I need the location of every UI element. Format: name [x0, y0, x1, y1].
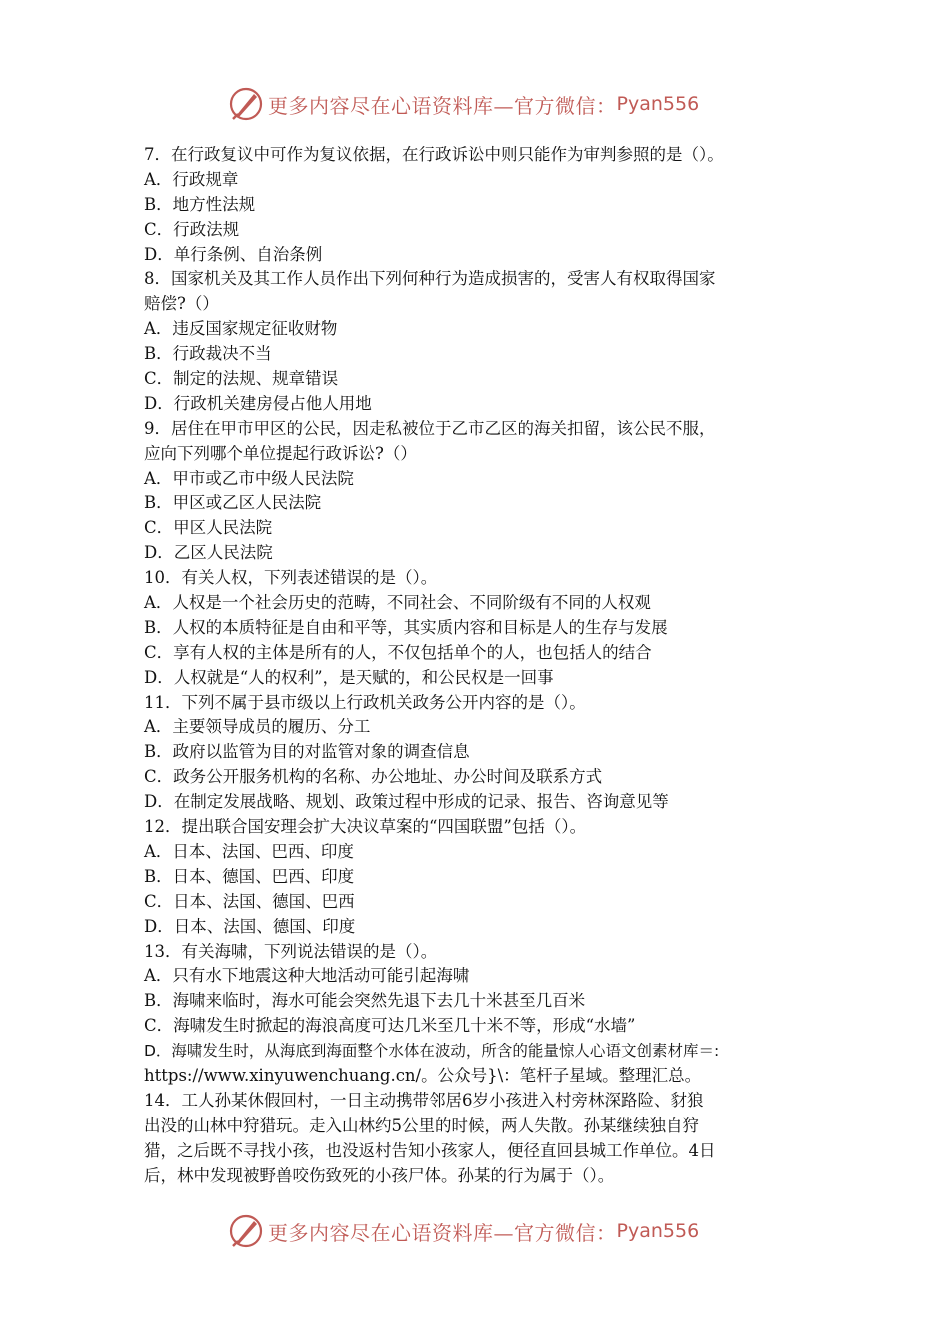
- text-line: https://www.xinyuwenchuang.cn/。公众号}\：笔杆子星域。整理汇总。: [144, 1065, 702, 1085]
- text-line: C．行政法规: [144, 219, 240, 239]
- text-line: B．行政裁决不当: [144, 344, 272, 364]
- text-line: B．人权的本质特征是自由和平等，其实质内容和目标是人的生存与发展: [144, 617, 668, 637]
- text-line: 7．在行政复议中可作为复议依据，在行政诉讼中则只能作为审判参照的是（）。: [144, 145, 724, 164]
- text-line: 出没的山林中狩猎玩。走入山林约5公里的时候，两人失散。孙某继续独自狩: [144, 1115, 699, 1135]
- banner-wechat-id: Pyan556: [616, 93, 700, 115]
- quill-pen-logo-icon: [228, 86, 264, 122]
- text-line: B．甲区或乙区人民法院: [144, 493, 322, 513]
- text-line: 12．提出联合国安理会扩大决议草案的“四国联盟”包括（）。: [144, 817, 587, 837]
- text-line: A．主要领导成员的履历、分工: [144, 717, 371, 737]
- banner-wechat-id: Pyan556: [616, 1220, 700, 1242]
- banner-text: 更多内容尽在心语资料库—官方微信：: [268, 1220, 617, 1245]
- text-line: D．行政机关建房侵占他人用地: [144, 393, 372, 413]
- text-line: 8．国家机关及其工作人员作出下列何种行为造成损害的，受害人有权取得国家: [144, 269, 716, 289]
- text-line: A．行政规章: [144, 169, 239, 189]
- text-line: C．享有人权的主体是所有的人，不仅包括单个的人，也包括人的结合: [144, 642, 652, 662]
- text-line: C．甲区人民法院: [144, 518, 273, 538]
- text-line: 10．有关人权，下列表述错误的是（）。: [144, 568, 438, 588]
- text-line: 9．居住在甲市甲区的公民，因走私被位于乙市乙区的海关扣留，该公民不服，: [144, 418, 716, 438]
- text-line: D．人权就是“人的权利”，是天赋的，和公民权是一回事: [144, 667, 554, 687]
- text-line: 13．有关海啸，下列说法错误的是（）。: [144, 941, 438, 961]
- text-line: A．日本、法国、巴西、印度: [144, 841, 354, 861]
- text-line: B．政府以监管为目的对监管对象的调查信息: [144, 742, 470, 762]
- question-content: [144, 143, 810, 1188]
- text-line: C．政务公开服务机构的名称、办公地址、办公时间及联系方式: [144, 767, 603, 787]
- text-line: A．甲市或乙市中级人民法院: [144, 468, 354, 488]
- quill-pen-logo-icon: [228, 1213, 264, 1249]
- text-line: C．海啸发生时掀起的海浪高度可达几米至几十米不等，形成“水墙”: [144, 1016, 636, 1036]
- text-line: B．日本、德国、巴西、印度: [144, 866, 355, 886]
- text-line: 猎，之后既不寻找小孩，也没返村告知小孩家人，便径直回县城工作单位。4日: [144, 1140, 716, 1160]
- banner-text: 更多内容尽在心语资料库—官方微信：: [268, 93, 617, 118]
- text-line: A．只有水下地震这种大地活动可能引起海啸: [144, 966, 470, 986]
- text-line: B．海啸来临时，海水可能会突然先退下去几十米甚至几百米: [144, 991, 586, 1011]
- text-line: D．乙区人民法院: [144, 543, 273, 563]
- text-line: A．违反国家规定征收财物: [144, 319, 338, 339]
- text-line: D．海啸发生时，从海底到海面整个水体在波动，所含的能量惊人心语文创素材库＝:: [144, 1042, 720, 1061]
- text-line: D．单行条例、自治条例: [144, 244, 323, 264]
- text-line: 赔偿?（）: [144, 294, 219, 314]
- text-line: 后，林中发现被野兽咬伤致死的小孩尸体。孙某的行为属于（）。: [144, 1165, 615, 1185]
- text-line: A．人权是一个社会历史的范畴，不同社会、不同阶级有不同的人权观: [144, 593, 651, 613]
- text-line: 14．工人孙某休假回村，一日主动携带邻居6岁小孩进入村旁林深路险、豺狼: [144, 1090, 704, 1110]
- text-line: B．地方性法规: [144, 194, 256, 214]
- header-banner: [0, 84, 950, 124]
- text-line: 11．下列不属于县市级以上行政机关政务公开内容的是（）。: [144, 692, 586, 712]
- text-line: C．日本、法国、德国、巴西: [144, 891, 355, 911]
- text-line: C．制定的法规、规章错误: [144, 369, 339, 389]
- text-line: D．日本、法国、德国、印度: [144, 916, 356, 936]
- text-line: D．在制定发展战略、规划、政策过程中形成的记录、报告、咨询意见等: [144, 792, 669, 812]
- footer-banner: [0, 1211, 950, 1251]
- text-line: 应向下列哪个单位提起行政诉讼?（）: [144, 443, 417, 463]
